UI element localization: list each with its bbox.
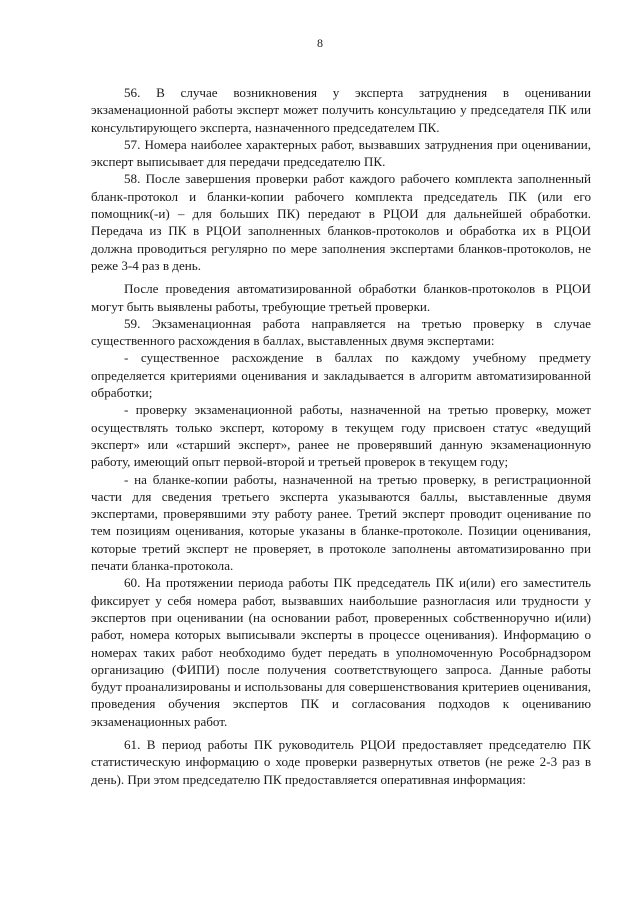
paragraph-57: 57. Номера наиболее характерных работ, вызвавших затруднения при оценивании, эксперт выписывает для передачи председателю ПК. <box>91 136 591 170</box>
paragraph-59: 59. Экзаменационная работа направляется на третью проверку в случае существенного расхождения в баллах, выставленных двумя экспертами: <box>91 315 591 349</box>
page-number: 8 <box>317 36 323 50</box>
paragraph-58: 58. После завершения проверки работ каждого рабочего комплекта заполненный бланк-протокол и бланки-копии рабочего комплекта председатель ПК (или его помощник(-и) – для больших ПК) передают в РЦОИ для дальнейшей обработки. Передача из ПК в РЦОИ заполненных бланков-протоколов и обработка их в РЦОИ должна проводиться регулярно по мере заполнения экспертами бланков-протоколов, не реже 3-4 раз в день. <box>91 171 591 273</box>
paragraph-61: 61. В период работы ПК руководитель РЦОИ предоставляет председателю ПК статистическую информацию о ходе проверки развернутых ответов (не реже 2-3 раз в день). При этом председателю ПК предоставляется оперативная информация: <box>91 736 591 787</box>
list-item-discrepancy: - существенное расхождение в баллах по каждому учебному предмету определяется критериями оценивания и закладывается в алгоритм автоматизированной обработки; <box>91 350 591 401</box>
paragraph-60: 60. На протяжении периода работы ПК председатель ПК и(или) его заместитель фиксирует у себя номера работ, вызвавших наибольшие разногласия или трудности у экспертов при оценивании (на основании работ, проверенных собственноручно и(или) работ, номера которых выписывали эксперты в процессе оценивания). Информацию о номерах таких работ необходимо будет передать в уполномоченную Рособрнадзором организацию (ФИПИ) после получения соответствующего запроса. Данные работы будут проанализированы и использованы для совершенствования критериев оценивания, проведения обучения экспертов ПК и согласования подходов к оцениванию экзаменационных работ. <box>91 575 591 729</box>
paragraph-56: 56. В случае возникновения у эксперта затруднения в оценивании экзаменационной работы эксперт может получить консультацию у председателя ПК или консультирующего эксперта, назначенного председателем ПК. <box>91 85 591 135</box>
list-item-blank-copy: - на бланке-копии работы, назначенной на третью проверку, в регистрационной части для сведения третьего эксперта указываются баллы, выставленные двумя экспертами, проверявшими эту работу ранее. Третий эксперт проводит оценивание по тем позициям оценивания, которые указаны в бланке-протоколе. Позиции оценивания, которые третий эксперт не проверяет, в протоколе заполнены автоматизированно при печати бланка-протокола. <box>91 471 591 574</box>
list-item-third-check-expert: - проверку экзаменационной работы, назначенной на третью проверку, может осуществлять только эксперт, которому в текущем году присвоен статус «ведущий эксперт» или «старший эксперт», ранее не проверявший данную экзаменационную работу, имеющий опыт первой-второй и третьей проверок в текущем году; <box>91 402 591 470</box>
document-body <box>91 84 591 788</box>
paragraph-58-continuation: После проведения автоматизированной обработки бланков-протоколов в РЦОИ могут быть выявлены работы, требующие третьей проверки. <box>91 281 591 314</box>
